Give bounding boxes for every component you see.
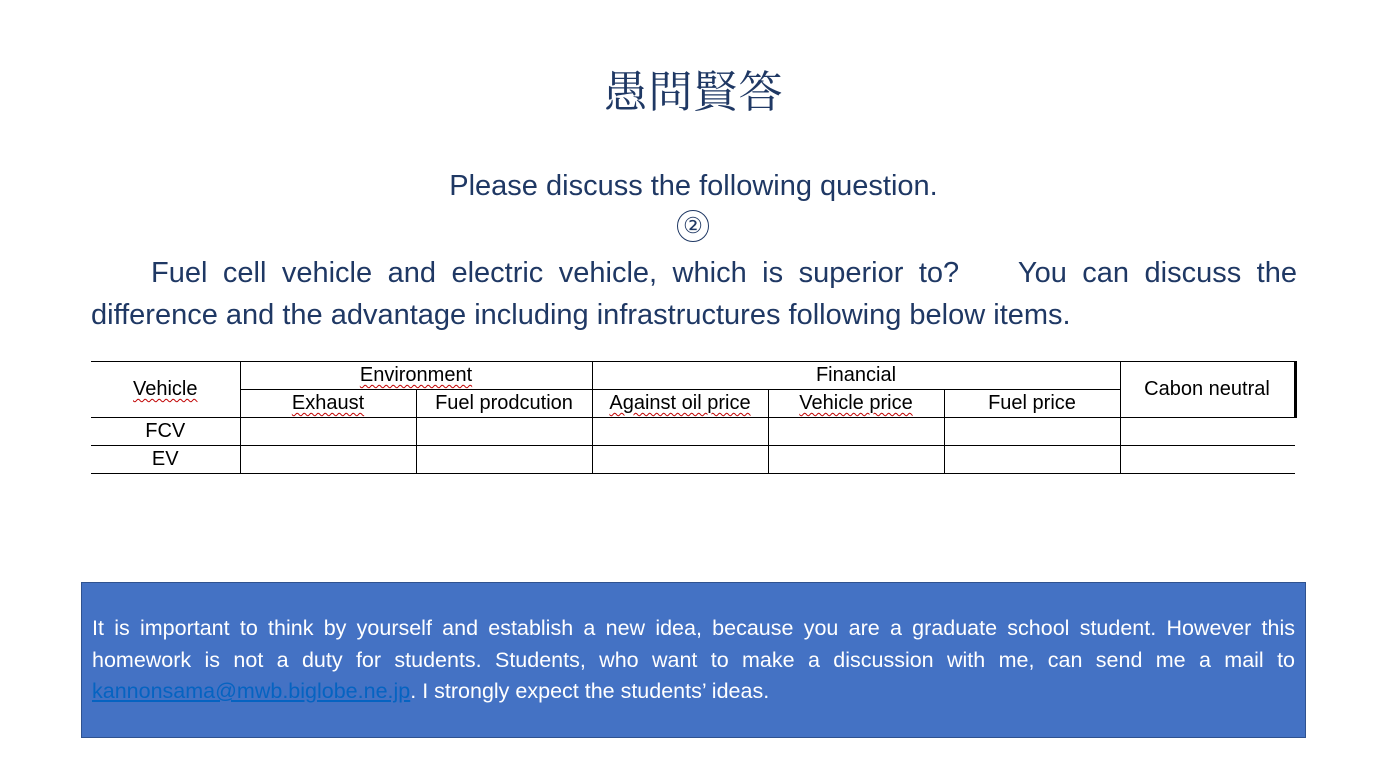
slide-title: 愚問賢答	[603, 67, 784, 118]
row-label-ev: EV	[91, 446, 240, 474]
question-number-badge: ②	[677, 210, 709, 242]
table-cell	[1120, 446, 1295, 474]
table-cell	[768, 446, 944, 474]
fuel-production-header: Fuel prodcution	[435, 392, 573, 414]
table-cell	[592, 418, 768, 446]
exhaust-header-cell	[240, 390, 416, 418]
info-text-before: It is important to think by yourself and establish a new idea, because you are a graduate school student. However this homework is not a duty for students. Students, who want to make a discussion with me, can send me a mail to	[92, 616, 1295, 672]
table-cell	[944, 446, 1120, 474]
environment-header: Environment	[359, 364, 473, 386]
vehicle-price-header-cell	[768, 390, 944, 418]
oil-price-header-cell	[592, 390, 768, 418]
row-label-fcv: FCV	[91, 418, 240, 446]
info-box	[81, 582, 1306, 738]
environment-header-cell	[240, 362, 592, 390]
fuel-price-header-cell	[944, 390, 1120, 418]
table-cell	[240, 418, 416, 446]
email-link[interactable]: kannonsama@mwb.biglobe.ne.jp	[92, 679, 411, 703]
exhaust-header: Exhaust	[291, 392, 365, 414]
discussion-prompt: Please discuss the following question.	[449, 170, 938, 202]
oil-price-header: Against oil price	[609, 392, 751, 414]
table-cell	[768, 418, 944, 446]
fuel-price-header: Fuel price	[988, 392, 1076, 414]
financial-header-cell	[592, 362, 1120, 390]
cabon-neutral-header: Cabon neutral	[1144, 378, 1270, 400]
table-cell	[416, 418, 592, 446]
vehicle-price-header: Vehicle price	[799, 392, 913, 414]
vehicle-header-cell	[91, 362, 240, 418]
table-cell	[240, 446, 416, 474]
comparison-table-container	[91, 361, 1295, 474]
comparison-table	[91, 361, 1297, 474]
fuel-production-header-cell	[416, 390, 592, 418]
table-row	[91, 446, 1295, 474]
table-cell	[592, 446, 768, 474]
cabon-header-cell	[1120, 362, 1295, 418]
table-cell	[416, 446, 592, 474]
table-row	[91, 418, 1295, 446]
table-cell	[1120, 418, 1295, 446]
question-text: Fuel cell vehicle and electric vehicle, which is superior to? You can discuss the difference and the advantage including infrastructures following below items.	[91, 257, 1297, 331]
table-cell	[944, 418, 1120, 446]
financial-header: Financial	[815, 364, 897, 386]
info-text-after: . I strongly expect the students’ ideas.	[410, 679, 770, 703]
vehicle-header: Vehicle	[133, 378, 198, 400]
